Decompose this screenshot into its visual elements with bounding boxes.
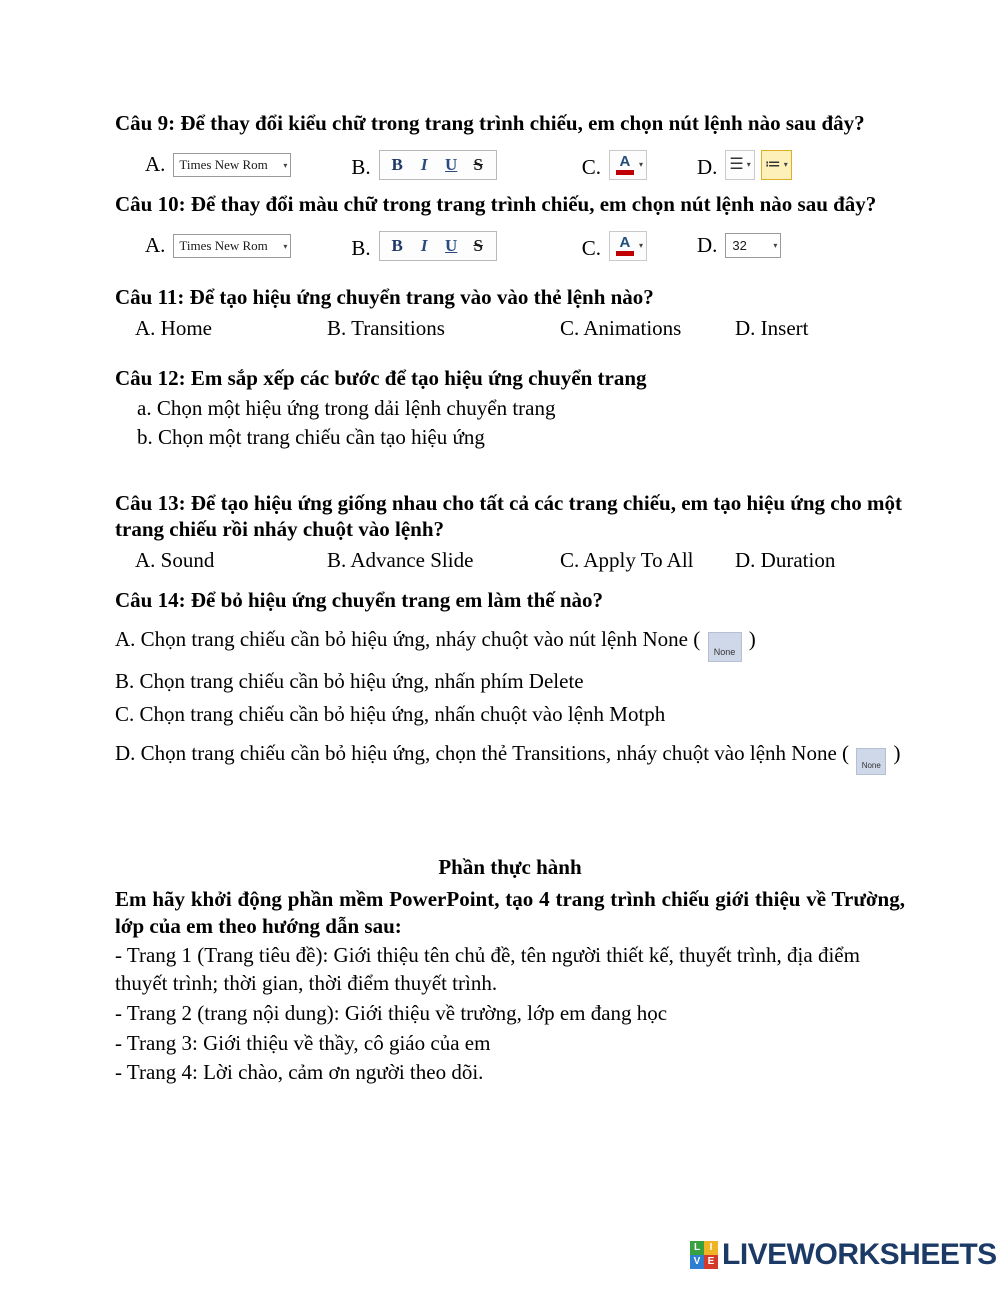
font-name-value: Times New Rom <box>179 157 268 173</box>
font-name-value: Times New Rom <box>179 238 268 254</box>
chevron-down-icon: ▾ <box>638 160 643 170</box>
bold-icon[interactable]: B <box>391 235 403 255</box>
practice-line-1: - Trang 1 (Trang tiêu đề): Giới thiệu tên chủ đề, tên người thiết kế, thuyết trình, địa điểm thuyết trình; thời gian, thời điểm thuyết trình. <box>115 943 860 996</box>
chevron-down-icon: ▾ <box>638 241 643 251</box>
option-c[interactable]: C. Apply To All <box>560 548 694 573</box>
question-14-answer-a[interactable] <box>115 626 905 662</box>
font-size-value: 32 <box>732 238 747 254</box>
none-transition-button[interactable] <box>856 748 886 775</box>
option-label-b: B. <box>351 235 371 260</box>
practice-line-3: - Trang 3: Giới thiệu về thầy, cô giáo của em <box>115 1030 491 1055</box>
chevron-down-icon: ▾ <box>283 241 288 251</box>
bold-icon[interactable]: B <box>391 154 403 174</box>
answer-a-text: A. Chọn trang chiếu cần bỏ hiệu ứng, nháy chuột vào nút lệnh None ( <box>115 627 701 652</box>
question-12-step-b: b. Chọn một trang chiếu cần tạo hiệu ứng <box>137 424 485 449</box>
question-9-answers <box>115 145 905 185</box>
question-9-option-a[interactable] <box>145 152 291 177</box>
logo-letter-v: V <box>690 1255 704 1269</box>
option-a[interactable]: A. Home <box>135 315 212 340</box>
liveworksheets-footer[interactable] <box>690 1238 997 1272</box>
worksheet-content <box>115 110 905 1087</box>
question-14-answer-b[interactable]: B. Chọn trang chiếu cần bỏ hiệu ứng, nhấn phím Delete <box>115 668 584 693</box>
italic-icon[interactable]: I <box>420 154 428 174</box>
option-label-a: A. <box>145 152 166 177</box>
practice-heading: Phần thực hành <box>438 854 582 879</box>
option-d[interactable]: D. Duration <box>735 548 836 573</box>
text-style-group[interactable] <box>379 150 497 180</box>
text-style-group[interactable] <box>379 231 497 261</box>
numbered-list-icon: ≔ <box>764 155 781 173</box>
question-14-title: Câu 14: Để bỏ hiệu ứng chuyển trang em làm thế nào? <box>115 588 604 613</box>
none-button-label: None <box>861 761 881 771</box>
question-11-title: Câu 11: Để tạo hiệu ứng chuyển trang vào vào thẻ lệnh nào? <box>115 284 654 309</box>
practice-intro: Em hãy khởi động phần mềm PowerPoint, tạo 4 trang trình chiếu giới thiệu về Trường, lớp của em theo hướng dẫn sau: <box>115 886 905 939</box>
none-button-label: None <box>713 647 736 658</box>
bullets-button[interactable] <box>725 150 754 180</box>
font-name-combo[interactable] <box>173 153 291 177</box>
option-label-c: C. <box>581 154 601 179</box>
font-name-combo[interactable] <box>173 234 291 258</box>
answer-a-suffix: ) <box>748 627 756 652</box>
none-transition-button[interactable] <box>708 632 742 662</box>
question-9-option-d[interactable] <box>697 150 792 180</box>
option-label-c: C. <box>581 235 601 260</box>
question-12-title: Câu 12: Em sắp xếp các bước để tạo hiệu ứng chuyển trang <box>115 365 647 390</box>
option-d[interactable]: D. Insert <box>735 315 809 340</box>
font-color-letter: A <box>619 234 631 252</box>
question-13-title: Câu 13: Để tạo hiệu ứng giống nhau cho tất cả các trang chiếu, em tạo hiệu ứng cho một trang chiếu rồi nháy chuột vào lệnh? <box>115 490 903 542</box>
question-9-option-c[interactable] <box>582 150 647 180</box>
font-color-icon <box>614 235 636 256</box>
question-10-option-d[interactable] <box>697 233 781 258</box>
answer-d-suffix: ) <box>893 741 901 766</box>
option-label-a: A. <box>145 233 166 258</box>
question-10-title: Câu 10: Để thay đổi màu chữ trong trang trình chiếu, em chọn nút lệnh nào sau đây? <box>115 191 877 216</box>
question-11-options <box>115 316 905 341</box>
bullet-list-icon: ☰ <box>729 155 744 173</box>
underline-icon[interactable]: U <box>445 154 458 174</box>
font-size-combo[interactable] <box>725 233 781 258</box>
font-color-swatch <box>616 251 634 256</box>
practice-line-4: - Trang 4: Lời chào, cảm ơn người theo dõi. <box>115 1060 484 1085</box>
option-b[interactable]: B. Transitions <box>327 315 445 340</box>
strikethrough-icon[interactable]: S <box>473 235 483 255</box>
question-12-step-a: a. Chọn một hiệu ứng trong dải lệnh chuyển trang <box>137 395 556 420</box>
logo-letter-l: L <box>690 1241 704 1255</box>
answer-d-text: D. Chọn trang chiếu cần bỏ hiệu ứng, chọn thẻ Transitions, nháy chuột vào lệnh None ( <box>115 741 850 766</box>
logo-letter-e: E <box>704 1255 718 1269</box>
option-label-b: B. <box>351 154 371 179</box>
chevron-down-icon: ▾ <box>783 160 788 170</box>
question-13-options <box>115 548 905 573</box>
question-10-option-b[interactable] <box>351 231 496 261</box>
font-color-swatch <box>616 170 634 175</box>
italic-icon[interactable]: I <box>420 235 428 255</box>
question-10-option-c[interactable] <box>582 231 647 261</box>
chevron-down-icon: ▾ <box>746 160 751 170</box>
option-b[interactable]: B. Advance Slide <box>327 548 474 573</box>
liveworksheets-brand: LIVEWORKSHEETS <box>722 1238 997 1271</box>
question-9-title: Câu 9: Để thay đổi kiểu chữ trong trang trình chiếu, em chọn nút lệnh nào sau đây? <box>115 111 865 135</box>
font-color-button[interactable] <box>609 231 647 261</box>
question-14-answer-c[interactable]: C. Chọn trang chiếu cần bỏ hiệu ứng, nhấn chuột vào lệnh Motph <box>115 702 666 727</box>
logo-letter-i: I <box>704 1241 718 1255</box>
font-color-letter: A <box>619 153 631 171</box>
font-color-icon <box>614 154 636 175</box>
option-c[interactable]: C. Animations <box>560 315 682 340</box>
question-10-option-a[interactable] <box>145 233 291 258</box>
question-10-answers <box>115 226 905 266</box>
option-a[interactable]: A. Sound <box>135 548 215 573</box>
font-color-button[interactable] <box>609 150 647 180</box>
option-label-d: D. <box>696 233 718 258</box>
question-9-option-b[interactable] <box>351 150 496 180</box>
numbering-button[interactable] <box>761 150 792 180</box>
liveworksheets-logo-icon <box>690 1241 718 1269</box>
strikethrough-icon[interactable]: S <box>473 154 483 174</box>
underline-icon[interactable]: U <box>445 235 458 255</box>
chevron-down-icon: ▾ <box>283 160 288 170</box>
chevron-down-icon: ▾ <box>773 241 778 251</box>
practice-line-2: - Trang 2 (trang nội dung): Giới thiệu về trường, lớp em đang học <box>115 1000 668 1025</box>
question-14-answer-d[interactable] <box>115 740 905 774</box>
option-label-d: D. <box>696 154 718 179</box>
